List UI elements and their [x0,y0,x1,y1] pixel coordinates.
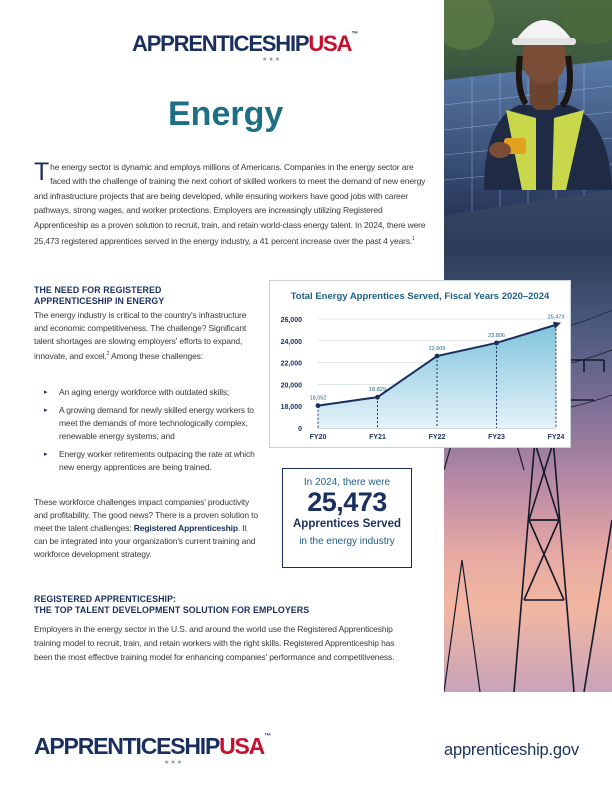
x-tick-label: FY24 [547,434,565,441]
footer-logo-stars-icon: ★★★ [164,760,184,766]
intro-paragraph [34,160,426,248]
y-tick-label: 0 [298,426,302,433]
x-tick-label: FY20 [309,434,327,441]
apprenticeship-gov-link[interactable]: apprenticeship.gov [444,741,579,759]
data-point [435,354,440,359]
y-tick-label: 20,000 [280,382,302,390]
employers-paragraph: Employers in the energy sector in the U.S. and around the world use the Registered Apprenticeship training model to recruit, train, and retain workers with the right skills. Registered Apprenticeship has been the most effective training model for enhancing companies' performance and competitiveness. [34,624,395,663]
stat-callout [282,468,412,568]
x-tick-label: FY22 [428,434,446,441]
apprentices-area-chart [270,281,572,449]
list-item: ▸ A growing demand for newly skilled energy workers to meet the demands of more technologically complex, renewable energy systems; and [44,404,258,443]
data-point [375,395,380,400]
x-tick-label: FY21 [369,434,386,441]
data-label: 22,605 [428,346,446,353]
data-label: 23,806 [488,332,505,339]
data-point [494,341,499,346]
need-footnote: 2 [106,351,110,357]
need-paragraph: The energy industry is critical to the country's infrastructure and economic competitiveness. The challenge? Significant talent shortages are slowing employers' efforts to expand, innovate, and excel.$^2$ Among these challenges: [34,310,247,361]
list-item: ▸ Energy worker retirements outpacing the rate at which new energy apprentices are being trained. [44,448,258,474]
section-heading-need: THE NEED FOR REGISTERED APPRENTICESHIP IN ENERGY [34,285,165,306]
intro-text: he energy sector is dynamic and employs millions of Americans. Companies in the energy sector are faced with the challenge of training the next cohort of skilled workers to meet the demand of new energy and infrastructure projects that are being developed, while ensuring workers have good jobs with career pathways, strong wages, and worker protections. Employers are increasingly utilizing Registered Apprenticeship as a proven solution to recruit, train, and retain world-class energy talent. In 2024, there were 25,473 registered apprentices served in the energy industry, a 41 percent increase over the past 4 years. [34,162,426,246]
challenges-list [44,386,258,479]
logo-stars-icon: ★★★ [262,57,282,63]
registered-apprenticeship-emphasis: Registered Apprenticeship [133,523,238,533]
list-item: ▸ An aging energy workforce with outdated skills; [44,386,258,399]
y-tick-label: 22,000 [280,360,302,368]
y-tick-label: 24,000 [280,338,302,346]
data-label: 18,829 [369,387,386,394]
solution-paragraph: These workforce challenges impact companies' productivity and profitability. The good news? There is a proven solution to meet the talent challenges: Registered Apprenticeship. It can be integrated into your organization's current training and workforce development strategy. [34,497,258,559]
stat-pretext: In 2024, there were [303,477,391,488]
data-point [316,403,321,408]
intro-footnote: 1 [412,236,415,243]
drop-cap: T [34,158,50,186]
y-tick-label: 26,000 [280,317,302,324]
data-label: 18,052 [309,395,327,402]
page-title: Energy [168,95,284,133]
chart-title: Total Energy Apprentices Served, Fiscal Years 2020–2024 [290,291,550,302]
stat-label: Apprentices Served [292,518,401,530]
stat-subtext: in the energy industry [299,536,395,547]
apprentices-chart-card [269,280,571,448]
stat-number: 25,473 [307,487,387,517]
section-heading-solution: REGISTERED APPRENTICESHIP: THE TOP TALENT DEVELOPMENT SOLUTION FOR EMPLOYERS [34,594,310,615]
apprenticeship-usa-logo[interactable]: APPRENTICESHIPUSA™ [132,31,359,56]
x-tick-label: FY23 [488,434,505,441]
y-tick-label: 18,000 [280,404,302,412]
data-label: 25,473 [547,314,565,321]
apprenticeship-usa-footer-logo[interactable]: APPRENTICESHIPUSA™ [34,733,272,759]
